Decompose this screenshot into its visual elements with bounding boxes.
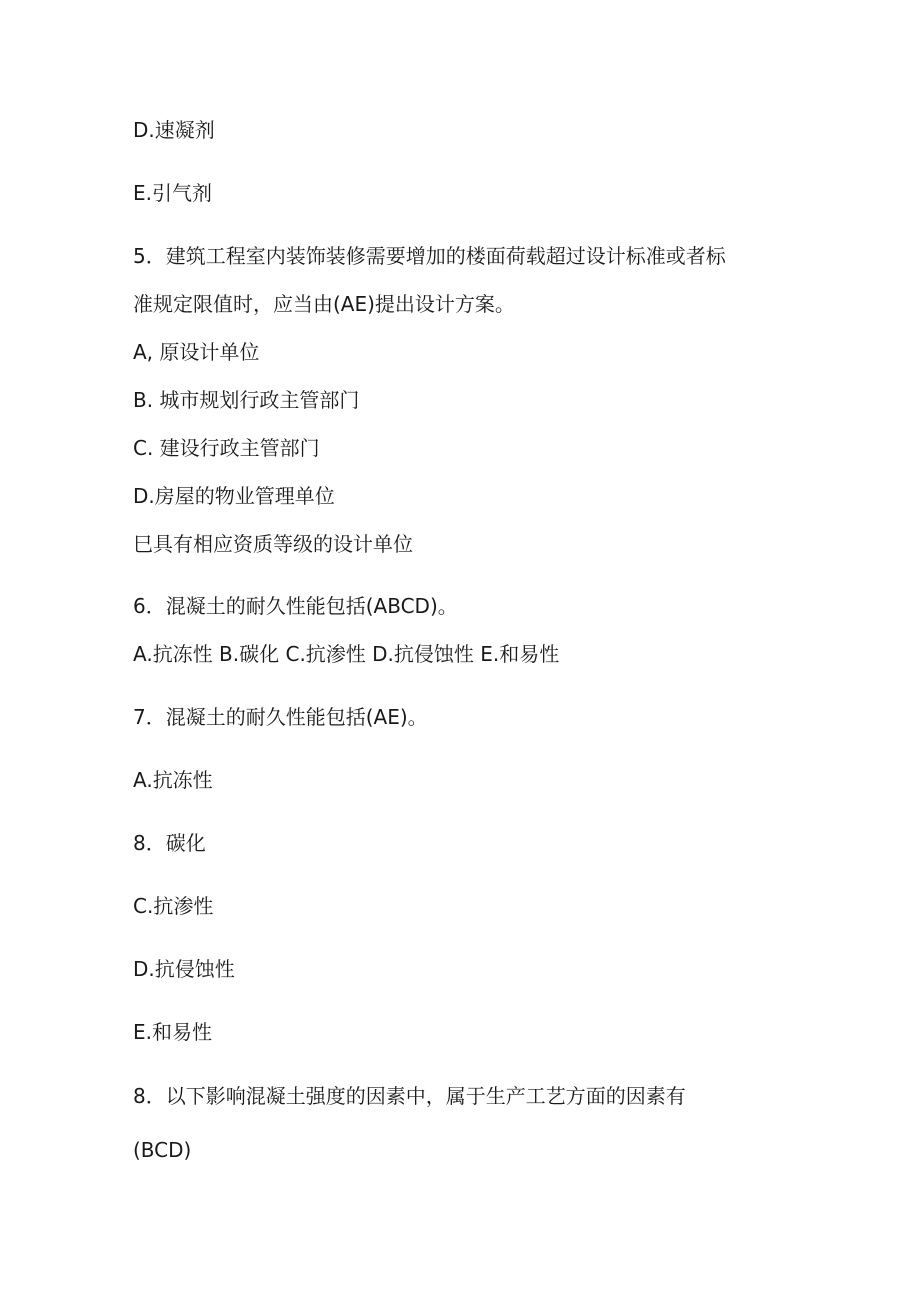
question-5-option-b: B. 城市规划行政主管部门 (133, 388, 360, 412)
option-d-accelerator: D.速凝剂 (133, 118, 215, 142)
question-5-option-d: D.房屋的物业管理单位 (133, 484, 335, 508)
question-5-option-e: 巳具有相应资质等级的设计单位 (133, 532, 413, 556)
question-5-option-c: C. 建设行政主管部门 (133, 436, 320, 460)
option-e-air-entraining: E.引气剂 (133, 181, 212, 205)
question-7-option-d: D.抗侵蚀性 (133, 957, 235, 981)
question-5-line-2: 准规定限值时，应当由(AE)提出设计方案。 (133, 292, 515, 316)
question-7-option-c: C.抗渗性 (133, 894, 214, 918)
question-7-option-e: E.和易性 (133, 1020, 212, 1044)
question-5-line-1: 5．建筑工程室内装饰装修需要增加的楼面荷载超过设计标准或者标 (133, 244, 726, 268)
question-7-option-a: A.抗冻性 (133, 768, 213, 792)
question-5-option-a: A, 原设计单位 (133, 340, 260, 364)
question-7: 7．混凝土的耐久性能包括(AE)。 (133, 705, 428, 729)
question-8-line-1: 8．以下影响混凝土强度的因素中，属于生产工艺方面的因素有 (133, 1084, 686, 1108)
question-8-line-2: (BCD) (133, 1138, 192, 1162)
question-6: 6．混凝土的耐久性能包括(ABCD)。 (133, 594, 458, 618)
question-6-options: A.抗冻性 B.碳化 C.抗渗性 D.抗侵蚀性 E.和易性 (133, 642, 560, 666)
question-7-option-b: 8．碳化 (133, 831, 206, 855)
